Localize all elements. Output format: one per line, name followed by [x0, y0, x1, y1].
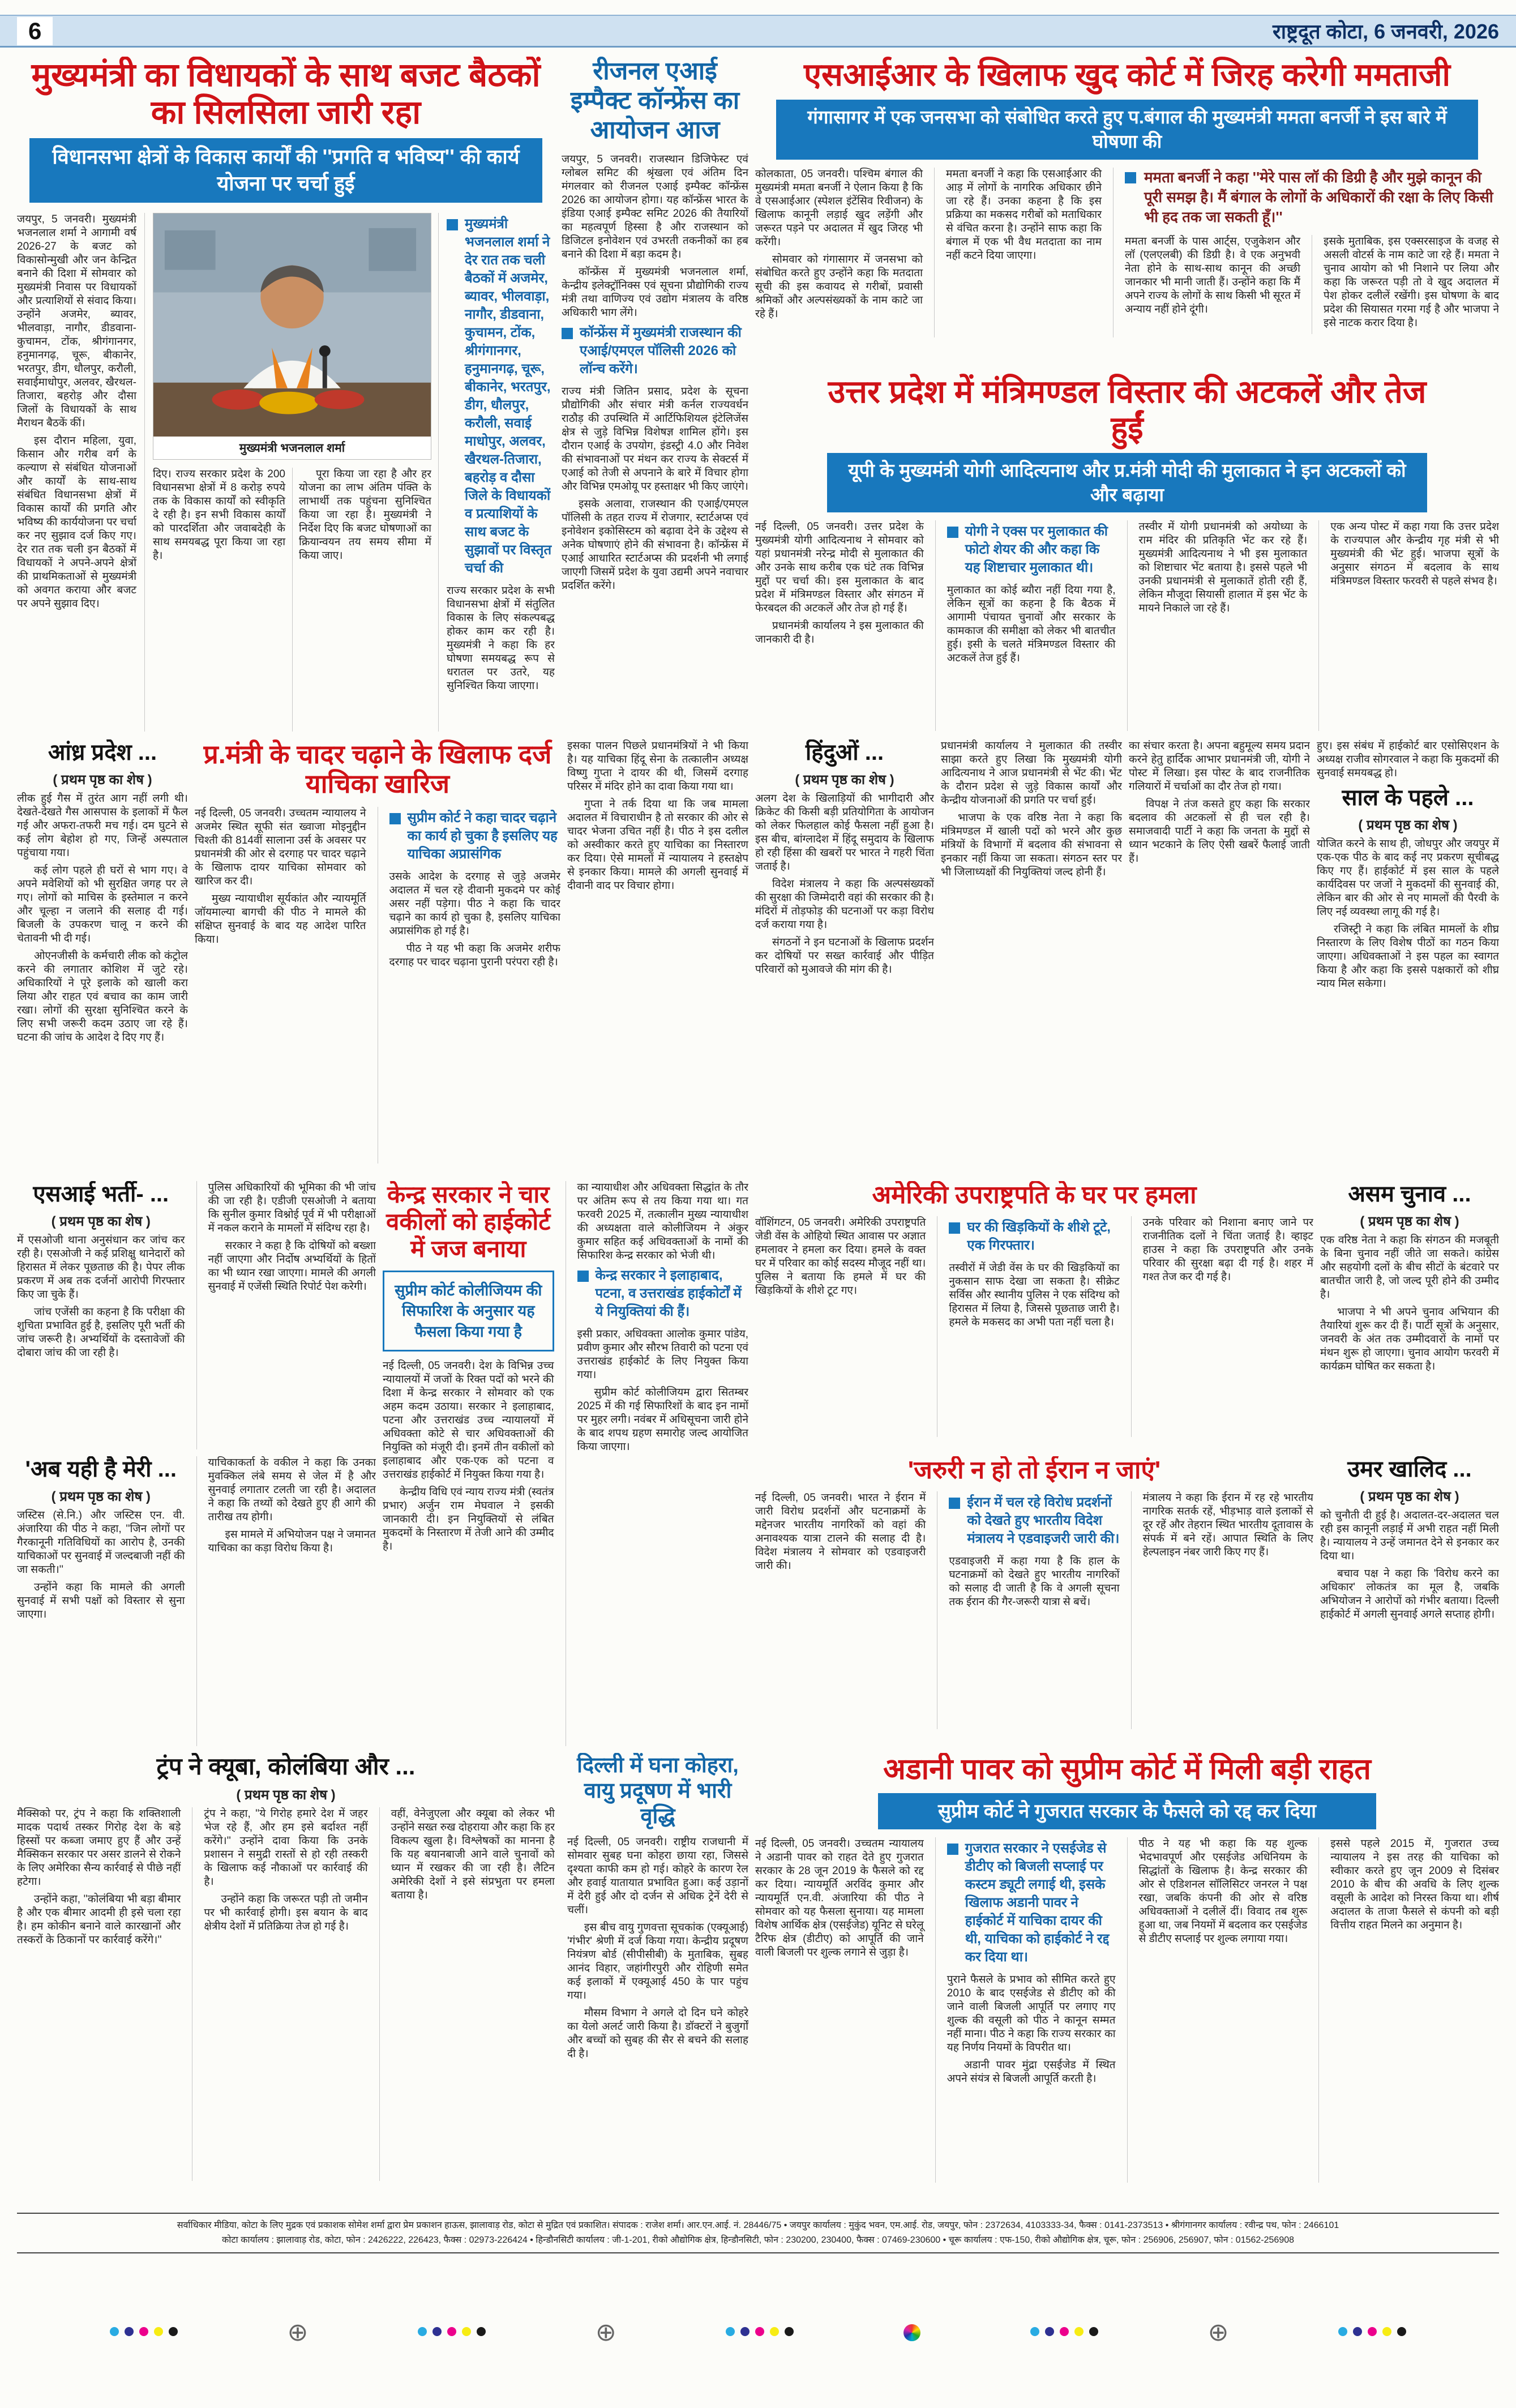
headline: दिल्ली में घना कोहरा, वायु प्रदूषण में भारी वृद्धि	[577, 1753, 739, 1828]
headline: उत्तर प्रदेश में मंत्रिमण्डल विस्तार की अटकलें और तेज हुईं	[828, 374, 1427, 446]
highlight-box	[947, 523, 1116, 577]
registration-dot	[1060, 2327, 1069, 2336]
trump-col1	[17, 1807, 181, 2181]
paragraph: राज्य सरकार प्रदेश के सभी विधानसभा क्षेत्रों में संतुलित विकास के लिए संकल्पबद्ध होकर काम कर रही है। मुख्यमंत्री ने कहा कि हर घोषणा समयबद्ध रूप से धरातल पर उतरे, यह सुनिश्चित किया जाएगा।	[447, 585, 555, 692]
paragraph: याचिकाकर्ता के वकील ने कहा कि उनका मुवक्किल लंबे समय से जेल में है और सुनवाई लगातार टलती जा रही है। अदालत ने कहा कि तथ्यों को देखते हुए ही आगे की तारीख तय होगी।	[208, 1457, 376, 1523]
paragraph: जस्टिस (से.नि.) और जस्टिस एन. वी. अंजारिया की पीठ ने कहा, ''जिन लोगों पर गैरकानूनी गतिविधियों का आरोप है, उनकी याचिकाओं पर सुनवाई में जल्दबाजी नहीं की जा सकती।''	[17, 1509, 185, 1576]
bullet-square-icon	[947, 1844, 958, 1855]
registration-dot	[169, 2327, 178, 2336]
article-andhra-continued	[17, 739, 188, 1177]
ai-intro	[562, 153, 748, 320]
headline: केन्द्र सरकार ने चार वकीलों को हाईकोर्ट में जज बनाया	[386, 1181, 551, 1262]
si-col1	[17, 1181, 185, 1449]
si-col2	[196, 1181, 376, 1449]
highlight-text: केन्द्र सरकार ने इलाहाबाद, पटना, व उत्तराखंड हाईकोर्टों में ये नियुक्तियां की हैं।	[595, 1268, 742, 1319]
registration-cross-icon: ⊕	[595, 2319, 616, 2346]
adani-col4	[1318, 1837, 1499, 2183]
paragraph: नई दिल्ली, 05 जनवरी। देश के विभिन्न उच्च न्यायालयों में जजों के रिक्त पदों को भरने की दिशा में केन्द्र सरकार ने सोमवार को एक अहम कदम उठाया। सरकार ने इलाहाबाद, पटना और उत्तराखंड उच्च न्यायालयों में अधिवक्ता कोटे से चार अधिवक्ताओं की नियुक्ति को मंजूरी दी। इनमें तीन वकीलों को इलाहाबाद और एक-एक को पटना व उत्तराखंड हाईकोर्ट में नियुक्त किया गया है।	[383, 1359, 554, 1481]
chadar-col2	[378, 807, 561, 1164]
paragraph: वहीं, वेनेजुएला और क्यूबा को लेकर भी उन्होंने सख्त रुख दोहराया और कहा कि हर विकल्प खुला है। विश्लेषकों का मानना है कि यह बयानबाजी आने वाले चुनावों को ध्यान में रखकर की जा रही है। लैटिन अमेरिकी देशों ने इसे संप्रभुता पर हमला बताया है।	[391, 1807, 555, 1901]
paragraph: का न्यायाधीश और अधिवक्ता सिद्धांत के तौर पर अंतिम रूप से तय किया गया था। गत फरवरी 2025 में, तत्कालीन मुख्य न्यायाधीश की अध्यक्षता वाले कोलीजियम ने अंकुर कुमार सहित कई अधिवक्ताओं के नामों की सिफारिश केन्द्र सरकार को भेजी थी।	[577, 1182, 748, 1261]
paragraph: इससे पहले 2015 में, गुजरात उच्च न्यायालय ने इस तरह की याचिका को स्वीकार करते हुए जून 2009 से दिसंबर 2010 के बीच की अवधि के लिए शुल्क वसूली के आदेश को निरस्त किया था। शीर्ष अदालत के ताजा फैसले से कंपनी को बड़ी वित्तीय राहत मिलने का अनुमान है।	[1330, 1838, 1499, 1932]
iran-col2	[937, 1491, 1119, 1729]
article-up-cabinet	[755, 374, 1499, 736]
paragraph: जयपुर, 5 जनवरी। मुख्यमंत्री भजनलाल शर्मा ने आगामी वर्ष 2026-27 के बजट को विकासोन्मुखी और जन केन्द्रित बनाने की दिशा में सोमवार को मुख्यमंत्री निवास पर विधायकों और प्रत्याशियों से संवाद किया। उन्होंने अजमेर, ब्यावर, भीलवाड़ा, नागौर, डीडवाना-कुचामन, टोंक, श्रीगंगानगर, हनुमानगढ़, चूरू, बीकानेर, भरतपुर, डीग, धौलपुर, करौली, सवाईमाधोपुर, अलवर, खैरथल-तिजारा, बहरोड़ और दौसा जिलों के विधायकों के साथ मैराथन बैठकें कीं।	[17, 213, 136, 429]
page-number: 6	[17, 17, 53, 45]
mamata-right-stack	[1113, 168, 1499, 337]
article-vance-house-attack	[755, 1181, 1313, 1449]
highlight-text: सुप्रीम कोर्ट ने कहा चादर चढ़ाने का कार्य हो चुका है इसलिए यह याचिका अप्रासंगिक	[407, 810, 558, 862]
paragraph: मौसम विभाग ने अगले दो दिन घने कोहरे का येलो अलर्ट जारी किया है। डॉक्टरों ने बुजुर्गों और बच्चों को सुबह की सैर से बचने की सलाह दी है।	[567, 2007, 748, 2060]
paragraph: पीठ ने यह भी कहा कि अजमेर शरीफ दरगाह पर चादर चढ़ाना पुरानी परंपरा रही है।	[389, 942, 560, 968]
subhead-banner: गंगासागर में एक जनसभा को संबोधित करते हुए प.बंगाल की मुख्यमंत्री ममता बनर्जी ने इस बारे में घोषणा की	[776, 100, 1478, 160]
up-col3	[1127, 520, 1308, 731]
highlight-box	[562, 324, 748, 378]
paragraph: सुप्रीम कोर्ट कोलीजियम द्वारा सितम्बर 2025 में की गई सिफारिशों के बाद इन नामों पर मुहर लगी। नवंबर में अधिसूचना जारी होने के बाद शपथ ग्रहण समारोह जल्द आयोजित किया जाएगा।	[577, 1387, 748, 1453]
subhead-banner: विधानसभा क्षेत्रों के विकास कार्यों की ''प्रगति व भविष्य'' की कार्य योजना पर चर्चा हुई	[29, 138, 542, 203]
lead-right-text	[447, 584, 555, 693]
bullet-square-icon	[1125, 172, 1136, 183]
registration-dot	[1382, 2327, 1391, 2336]
continued-kicker: ( प्रथम पृष्ठ का शेष )	[1360, 1489, 1459, 1505]
vance-col3	[1131, 1216, 1313, 1437]
paragraph: भाजपा ने भी अपने चुनाव अभियान की तैयारियां शुरू कर दी हैं। पार्टी सूत्रों के अनुसार, जनवरी के अंत तक उम्मीदवारों के नामों पर मंथन शुरू हो जाएगा। चुनाव आयोग फरवरी में कार्यक्रम घोषित कर सकता है।	[1320, 1306, 1499, 1373]
headline: मुख्यमंत्री का विधायकों के साथ बजट बैठकों का सिलसिला जारी रहा	[31, 57, 541, 131]
paragraph: ममता बनर्जी ने कहा कि एसआईआर की आड़ में लोगों के नागरिक अधिकार छीने जा रहे हैं। उनका कहना है कि इस प्रक्रिया का मकसद गरीबों को मताधिकार से वंचित करना है। उन्होंने साफ कहा कि बंगाल में एक भी वैध मतदाता का नाम नहीं कटने दिया जाएगा।	[946, 168, 1102, 262]
registration-dot	[1074, 2327, 1084, 2336]
bullet-square-icon	[949, 1498, 960, 1509]
paragraph: विदेश मंत्रालय ने कहा कि अल्पसंख्यकों की सुरक्षा की जिम्मेदारी वहां की सरकार की है। मंदिरों में तोड़फोड़ की घटनाओं पर कड़ा विरोध दर्ज कराया गया है।	[755, 878, 934, 931]
up-col4	[1318, 520, 1499, 731]
judges-col1-text	[383, 1359, 554, 1554]
paragraph: प्रधानमंत्री कार्यालय ने मुलाकात की तस्वीर साझा करते हुए लिखा कि मुख्यमंत्री योगी आदित्यनाथ ने आज प्रधानमंत्री से भेंट की। भेंट के दौरान प्रदेश से जुड़े विकास कार्यों और केन्द्रीय योजनाओं की प्रगति पर चर्चा हुई।	[941, 740, 1122, 806]
paragraph: इसी प्रकार, अधिवक्ता आलोक कुमार पांडेय, प्रवीण कुमार और सौरभ तिवारी को पटना एवं उत्तराखंड हाईकोर्ट के लिए नियुक्त किया गया।	[577, 1328, 748, 1381]
registration-dot	[154, 2327, 163, 2336]
trump-col2	[192, 1807, 367, 2181]
umar-text	[1320, 1509, 1499, 1622]
continued-kicker: ( प्रथम पृष्ठ का शेष )	[53, 772, 152, 788]
vance-col2-text	[949, 1261, 1119, 1329]
registration-dot	[125, 2327, 134, 2336]
highlight-text: ईरान में चल रहे विरोध प्रदर्शनों को देखते हुए भारतीय विदेश मंत्रालय ने एडवाइजरी जारी की।	[967, 1495, 1120, 1547]
judges-col2-rest	[577, 1328, 749, 1454]
vance-col2	[937, 1216, 1119, 1437]
iran-col2-text	[949, 1555, 1119, 1609]
subhead-box: सुप्रीम कोर्ट कोलीजियम की सिफारिश के अनुसार यह फैसला किया गया है	[383, 1271, 554, 1351]
headline: आंध्र प्रदेश ...	[48, 740, 157, 765]
saal-text	[1317, 837, 1499, 991]
paragraph: ममता बनर्जी के पास आर्ट्स, एजुकेशन और लॉ (एलएलबी) की डिग्री है। वे एक अनुभवी नेता होने के साथ-साथ कानून की अच्छी जानकार भी मानी जाती हैं। उन्होंने कहा कि मैं अपने राज्य के लोगों के साथ किसी भी सूरत में अन्याय नहीं होने दूंगी।	[1125, 235, 1300, 315]
registration-cross-icon: ⊕	[1207, 2319, 1229, 2346]
mamata-quote-box	[1125, 168, 1499, 227]
bullet-square-icon	[947, 527, 958, 538]
paragraph: संगठनों ने इन घटनाओं के खिलाफ प्रदर्शन कर दोषियों पर सख्त कार्रवाई और पीड़ित परिवारों को मुआवजे की मांग की है।	[755, 936, 934, 976]
paragraph: इसके मुताबिक, इस एक्सरसाइज के वजह से असली वोटर्स के नाम काटे जा रहे हैं। ममता ने चुनाव आयोग को भी निशाने पर लिया और कहा कि जरूरत पड़ी तो वे खुद अदालत में पेश होकर दलीलें रखेंगी। इस घोषणा के बाद प्रदेश की सियासत गरमा गई है और भाजपा ने इसे नाटक करार दिया है।	[1324, 235, 1499, 329]
mamata-col3	[1125, 235, 1300, 334]
imprint-line-2: कोटा कार्यालय : झालावाड़ रोड, कोटा, फोन : 2426222, 226423, फैक्स : 02973-226424 • हिन्डौनसिटी कार्यालय : जी-1-201, रीको औद्योगिक क्षेत्र, हिन्डौनसिटी, फोन : 230200, 230400, फैक्स : 07469-230600 • चूरू कार्यालय : एफ-150, रीको औद्योगिक क्षेत्र, चूरू, फोन : 256906, 256907, फोन : 01562-256908	[221, 2235, 1295, 2245]
headline: एसआई भर्ती- ...	[33, 1182, 169, 1207]
continued-kicker: ( प्रथम पृष्ठ का शेष )	[51, 1489, 151, 1505]
article-umar-khalid-continued	[1320, 1456, 1499, 1746]
fog-text	[567, 1836, 748, 2061]
bullet-square-icon	[949, 1222, 960, 1234]
color-wheel-icon	[903, 2324, 920, 2341]
judges-col2-top	[577, 1181, 749, 1263]
headline: अडानी पावर को सुप्रीम कोर्ट में मिली बड़ी राहत	[883, 1753, 1371, 1786]
adani-col2-text	[947, 1973, 1116, 2086]
paragraph: उनके परिवार को निशाना बनाए जाने पर राजनीतिक दलों ने चिंता जताई है। व्हाइट हाउस ने कहा कि उपराष्ट्रपति और उनके परिवार की सुरक्षा बढ़ा दी गई है। शहर में गश्त तेज कर दी गई है।	[1142, 1217, 1313, 1284]
paragraph: विपक्ष ने तंज कसते हुए कहा कि सरकार बदलाव की अटकलों से ही चल रही है। समाजवादी पार्टी ने कहा कि जनता के मुद्दों से ध्यान भटकाने के लिए ऐसी खबरें फैलाई जाती हैं।	[1129, 798, 1310, 865]
paragraph: सोमवार को गंगासागर में जनसभा को संबोधित करते हुए उन्होंने कहा कि मतदाता सूची की इस कवायद से गरीबों, प्रवासी श्रमिकों और अल्पसंख्यकों के नाम काटे जा रहे हैं।	[755, 253, 923, 320]
article-saal-ke-pehle	[1317, 739, 1499, 1177]
chadar-col2-text	[389, 870, 561, 969]
registration-dot	[1089, 2327, 1098, 2336]
registration-dot	[755, 2327, 764, 2336]
registration-dot	[740, 2327, 750, 2336]
article-ab-yahi-continued	[17, 1456, 376, 1746]
paragraph: नई दिल्ली, 05 जनवरी। भारत ने ईरान में जारी विरोध प्रदर्शनों और घटनाक्रमों के मद्देनजर भारतीय नागरिकों को वहां की अनावश्यक यात्रा टालने की सलाह दी है। विदेश मंत्रालय ने सोमवार को एडवाइजरी जारी की।	[755, 1492, 926, 1572]
lead-left-column	[17, 213, 145, 732]
lead-below-photo-columns	[153, 468, 431, 732]
judges-col2	[566, 1181, 749, 1746]
paragraph: पूरा किया जा रहा है और हर योजना का लाभ अंतिम पंक्ति के लाभार्थी तक पहुंचना सुनिश्चित किया जा रहा है। मुख्यमंत्री ने निर्देश दिए कि बजट घोषणाओं का क्रियान्वयन तय समय सीमा में किया जाए।	[299, 468, 431, 562]
paragraph: नई दिल्ली, 05 जनवरी। उत्तर प्रदेश के मुख्यमंत्री योगी आदित्यनाथ ने सोमवार को यहां प्रधानमंत्री नरेन्द्र मोदी से मुलाकात की और उनके साथ करीब एक घंटे तक विभिन्न मुद्दों पर चर्चा की। इस मुलाकात के बाद प्रदेश में मंत्रिमण्डल विस्तार और संगठन में फेरबदल की अटकलें और तेज हो गई हैं।	[755, 521, 924, 615]
registration-dot	[139, 2327, 148, 2336]
registration-dot	[1030, 2327, 1039, 2336]
judges-col1	[383, 1181, 554, 1746]
abyahi-col1-text	[17, 1509, 185, 1622]
registration-dot	[418, 2327, 427, 2336]
article-lead-budget-meetings	[17, 57, 555, 732]
paragraph: ट्रंप ने कहा, ''ये गिरोह हमारे देश में जहर भेज रहे हैं, और हम इसे बर्दाश्त नहीं करेंगे।'' उन्होंने दावा किया कि उनके प्रशासन ने समुद्री रास्तों से हो रही तस्करी के खिलाफ कई नौकाओं पर कार्रवाई की है।	[204, 1807, 368, 1888]
paragraph: राज्य मंत्री जितिन प्रसाद, प्रदेश के सूचना प्रौद्योगिकी और संचार मंत्री कर्नल राज्यवर्धन राठौड़ की उपस्थिति में आर्टिफिशियल इंटेलिजेंस क्षेत्र से जुड़े विभिन्न विशेषज्ञ शामिल होंगे। इस दौरान एआई के उपयोग, इंडस्ट्री 4.0 और निवेश की संभावनाओं पर मंथन कर राज्य के सेक्टर्स में एआई को तेजी से अपनाने के बारे में विचार होगा और विभिन्न एमओयू पर हस्ताक्षर भी किए जाएंगे।	[562, 385, 748, 493]
saal-pre-text	[1317, 739, 1499, 780]
article-hc-judges	[383, 1181, 748, 1746]
registration-dot-group	[107, 2327, 181, 2339]
paragraph: तस्वीरों में जेडी वेंस के घर की खिड़कियों का नुकसान साफ देखा जा सकता है। सीक्रेट सर्विस और स्थानीय पुलिस ने एक संदिग्ध को हिरासत में लिया है, जिससे पूछताछ जारी है। हमले के मकसद का अभी पता नहीं चला है।	[949, 1262, 1120, 1329]
paragraph: इसके अलावा, राजस्थान की एआई/एमएल पॉलिसी के तहत राज्य में रोजगार, स्टार्टअप्स एवं इनोवेशन इकोसिस्टम को बढ़ावा देने के उद्देश्य से अनेक घोषणाएं होने की संभावना है। कॉन्फ्रेंस में एआई आधारित स्टार्टअप्स की प्रदर्शनी भी लगाई जाएगी जिसमें प्रदेश के युवा उद्यमी अपने नवाचार प्रदर्शित करेंगे।	[562, 498, 748, 592]
paragraph: अलग देश के खिलाड़ियों की भागीदारी और क्रिकेट की किसी बड़ी प्रतियोगिता के आयोजन को लेकर फिलहाल कोई फैसला नहीं हुआ है। इस बीच, बांग्लादेश में हिंदू समुदाय के खिलाफ हो रही हिंसा की खबरों पर भारत ने गहरी चिंता जताई है।	[755, 793, 934, 873]
andhra-text	[17, 792, 188, 1045]
cm-photo-image	[153, 213, 431, 437]
paragraph: पीठ ने यह भी कहा कि यह शुल्क भेदभावपूर्ण और एसईजेड अधिनियम के सिद्धांतों के खिलाफ है। केन्द्र सरकार की ओर से एडिशनल सॉलिसिटर जनरल ने पक्ष रखा, जबकि कंपनी की ओर से वरिष्ठ अधिवक्ताओं ने दलीलें दीं। विवाद तब शुरू हुआ था, जब नियमों में बदलाव कर एसईजेड से डीटीए सप्लाई पर शुल्क लगाया गया।	[1138, 1838, 1308, 1945]
article-si-recruitment-continued	[17, 1181, 376, 1449]
highlight-box	[949, 1218, 1119, 1255]
registration-dot	[726, 2327, 735, 2336]
iran-col3	[1131, 1491, 1313, 1729]
continued-kicker: ( प्रथम पृष्ठ का शेष )	[51, 1214, 151, 1230]
registration-dot	[432, 2327, 442, 2336]
article-iran-advisory	[755, 1456, 1313, 1746]
adani-col2	[935, 1837, 1116, 2183]
paragraph: उन्होंने कहा कि मामले की अगली सुनवाई में सभी पक्षों को विस्तार से सुना जाएगा।	[17, 1581, 185, 1621]
registration-dot	[1353, 2327, 1362, 2336]
registration-dot-group	[1335, 2327, 1409, 2339]
up-cabinet-continuation-1	[941, 739, 1122, 1177]
continued-kicker: ( प्रथम पृष्ठ का शेष )	[1358, 818, 1458, 833]
article-assam-elections-continued	[1320, 1181, 1499, 1449]
quote-text: ममता बनर्जी ने कहा ''मेरे पास लॉ की डिग्री है और मुझे कानून की पूरी समझ है। मैं बंगाल के लोगों के अधिकारों की रक्षा के लिए किसी भी हद तक जा सकती हूँ।''	[1144, 168, 1493, 225]
paragraph: नई दिल्ली, 05 जनवरी। उच्चतम न्यायालय ने अडानी पावर को राहत देते हुए गुजरात सरकार के 28 जून 2019 के फैसले को रद्द कर दिया। न्यायमूर्ति अरविंद कुमार और न्यायमूर्ति एन.वी. अंजारिया की पीठ ने सोमवार को यह फैसला सुनाया। यह मामला विशेष आर्थिक क्षेत्र (एसईजेड) यूनिट से घरेलू टैरिफ क्षेत्र (डीटीए) को आपूर्ति की जाने वाली बिजली पर शुल्क लगाने से जुड़ा है।	[755, 1838, 924, 1959]
paragraph: मंत्रालय ने कहा कि ईरान में रह रहे भारतीय नागरिक सतर्क रहें, भीड़भाड़ वाले इलाकों से दूर रहें और तेहरान स्थित भारतीय दूतावास के संपर्क में बने रहें। आपात स्थिति के लिए हेल्पलाइन नंबर जारी किए गए हैं।	[1142, 1492, 1313, 1559]
registration-dot	[770, 2327, 779, 2336]
continued-kicker: ( प्रथम पृष्ठ का शेष )	[1360, 1214, 1459, 1230]
paragraph: जांच एजेंसी का कहना है कि परीक्षा की शुचिता प्रभावित हुई है, इसलिए पूरी भर्ती की जांच जरूरी है। अभ्यर्थियों के दस्तावेजों की दोबारा जांच की जा रही है।	[17, 1306, 185, 1359]
paragraph: हुए। इस संबंध में हाईकोर्ट बार एसोसिएशन के अध्यक्ष राजीव सोगरवाल ने कहा कि मुकदमों की सुनवाई समयबद्ध हो।	[1317, 740, 1499, 779]
registration-dot	[1338, 2327, 1347, 2336]
headline: रीजनल एआई इम्पैक्ट कॉन्फ्रेंस का आयोजन आज	[570, 57, 740, 144]
mamata-col4	[1312, 235, 1499, 334]
continued-kicker: ( प्रथम पृष्ठ का शेष )	[795, 772, 894, 788]
bullet-square-icon	[562, 328, 573, 339]
registration-dot	[110, 2327, 119, 2336]
registration-dot	[1368, 2327, 1377, 2336]
paragraph: एक वरिष्ठ नेता ने कहा कि संगठन की मजबूती के बिना चुनाव नहीं जीते जा सकते। कांग्रेस और सहयोगी दलों के बीच सीटों के बंटवारे पर बातचीत जारी है, जो जल्द पूरी होने की उम्मीद है।	[1320, 1234, 1499, 1301]
highlight-box	[447, 215, 555, 578]
paragraph: मुलाकात का कोई ब्यौरा नहीं दिया गया है, लेकिन सूत्रों का कहना है कि बैठक में आगामी पंचायत चुनावों और सरकार के कामकाज की समीक्षा को लेकर भी बातचीत हुई। इसी के चलते मंत्रिमण्डल विस्तार की अटकलें तेज हुई हैं।	[947, 584, 1116, 665]
highlight-box	[389, 809, 561, 863]
headline: 'अब यही है मेरी ...	[25, 1457, 177, 1482]
paragraph: कोलकाता, 05 जनवरी। पश्चिम बंगाल की मुख्यमंत्री ममता बनर्जी ने ऐलान किया है कि वे एसआईआर (स्पेशल इंटेंसिव रिवीजन) के खिलाफ कानूनी लड़ाई खुद लड़ेंगी और जरूरत पड़ने पर अदालत में खुद जिरह भी करेंगी।	[755, 168, 923, 248]
chadar-col1	[195, 807, 366, 1164]
paragraph: अडानी पावर मुंद्रा एसईजेड में स्थित अपने संयंत्र से बिजली आपूर्ति करती है।	[947, 2059, 1116, 2085]
paragraph: पुलिस अधिकारियों की भूमिका की भी जांच की जा रही है। एडीजी एसओजी ने बताया कि सुनील कुमार विश्नोई पूर्व में भी परीक्षाओं में नकल कराने के मामलों में संदिग्ध रहा है।	[208, 1182, 376, 1234]
headline: उमर खालिद ...	[1347, 1457, 1472, 1482]
paragraph: एडवाइजरी में कहा गया है कि हाल के घटनाक्रमों को देखते हुए भारतीय नागरिकों को सलाह दी जाती है कि वे अगली सूचना तक ईरान की गैर-जरूरी यात्रा से बचें।	[949, 1555, 1120, 1609]
paragraph: सरकार ने कहा है कि दोषियों को बख्शा नहीं जाएगा और निर्दोष अभ्यर्थियों के हितों का भी ध्यान रखा जाएगा। मामले की अगली सुनवाई में एजेंसी स्थिति रिपोर्ट पेश करेगी।	[208, 1240, 376, 1293]
paragraph: रजिस्ट्री ने कहा कि लंबित मामलों के शीघ्र निस्तारण के लिए विशेष पीठों का गठन किया जाएगा। अधिवक्ताओं ने इस पहल का स्वागत किया है और कहा कि इससे पक्षकारों को शीघ्र न्याय मिल सकेगा।	[1317, 923, 1499, 990]
paragraph: में एसओजी थाना अनुसंधान कर जांच कर रही है। एसओजी ने कई प्रशिक्षु थानेदारों को हिरासत में लेकर पूछताछ की है। पेपर लीक प्रकरण में अब तक दर्जनों आरोपी गिरफ्तार किए जा चुके हैं।	[17, 1234, 185, 1301]
article-mamata-sir	[755, 57, 1499, 369]
paragraph: उसके आदेश के दरगाह से जुड़े अजमेर अदालत में चल रहे दीवानी मुकदमे पर कोई असर नहीं पड़ेगा। पीठ ने कहा कि चादर चढ़ाने का कार्य हो चुका है, इसलिए याचिका अप्रासंगिक हो गई है।	[389, 870, 560, 937]
paragraph: प्रधानमंत्री कार्यालय ने इस मुलाकात की जानकारी दी है।	[755, 620, 924, 646]
registration-dot	[1045, 2327, 1054, 2336]
paragraph: को चुनौती दी हुई है। अदालत-दर-अदालत चल रही इस कानूनी लड़ाई में अभी राहत नहीं मिली है। न्यायालय ने उन्हें जमानत देने से इनकार कर दिया था।	[1320, 1509, 1499, 1563]
article-trump-cuba-colombia	[17, 1753, 555, 2199]
highlight-box	[577, 1267, 749, 1321]
article-ai-conference	[562, 57, 748, 732]
article-delhi-fog	[567, 1753, 748, 2199]
up-col1	[755, 520, 924, 731]
paragraph: इसका पालन पिछले प्रधानमंत्रियों ने भी किया है। यह याचिका हिंदू सेना के तत्कालीन अध्यक्ष विष्णु गुप्ता ने दायर की थी, जिसमें दरगाह परिसर में मंदिर होने का दावा किया गया था।	[567, 740, 748, 793]
registration-dot	[462, 2327, 471, 2336]
paragraph: कई लोग पहले ही घरों से भाग गए। वे अपने मवेशियों को भी सुरक्षित जगह पर ले गए। लोगों को माचिस के इस्तेमाल न करने और चूल्हा न जलाने की सलाह दी गई। बिजली के उपकरण चालू न करने की चेतावनी भी दी गई।	[17, 865, 188, 945]
headline: प्र.मंत्री के चादर चढ़ाने के खिलाफ दर्ज याचिका खारिज	[203, 739, 552, 799]
article-adani-relief	[755, 1753, 1499, 2199]
adani-col3	[1127, 1837, 1308, 2183]
headline: साल के पहले ...	[1342, 785, 1474, 810]
paragraph: उन्होंने कहा, ''कोलंबिया भी बड़ा बीमार है और एक बीमार आदमी ही इसे चला रहा है। हम कोकीन बनाने वाले कारखानों और तस्करों के ठिकानों पर कार्रवाई करेंगे।''	[17, 1893, 181, 1946]
headline: 'जरुरी न हो तो ईरान न जाएं'	[907, 1456, 1161, 1484]
headline: हिंदुओं ...	[805, 740, 884, 765]
headline: ट्रंप ने क्यूबा, कोलंबिया और ...	[156, 1753, 416, 1780]
paragraph: भाजपा के एक वरिष्ठ नेता ने कहा कि मंत्रिमण्डल में खाली पदों को भरने और कुछ मंत्रियों के विभागों में बदलाव की संभावना से इनकार नहीं किया जा सकता। संगठन स्तर पर भी जिलाध्यक्षों की नियुक्तियां जल्द होनी हैं।	[941, 812, 1122, 878]
bullet-square-icon	[447, 219, 458, 230]
paragraph: इस मामले में अभियोजन पक्ष ने जमानत याचिका का कड़ा विरोध किया है।	[208, 1529, 376, 1554]
iran-col1	[755, 1491, 926, 1729]
paragraph: मुख्य न्यायाधीश सूर्यकांत और न्यायमूर्ति जॉयमाल्या बागची की पीठ ने मामले की संक्षिप्त सुनवाई के बाद यह आदेश पारित किया।	[195, 892, 366, 946]
headline: एसआईआर के खिलाफ खुद कोर्ट में जिरह करेगी ममताजी	[804, 57, 1450, 92]
photo-caption: मुख्यमंत्री भजनलाल शर्मा	[153, 437, 431, 459]
imprint-footer	[17, 2213, 1499, 2253]
registration-dot	[785, 2327, 794, 2336]
paragraph: दिए। राज्य सरकार प्रदेश के 200 विधानसभा क्षेत्रों में 8 करोड़ रुपये तक के विकास कार्यों को स्वीकृति दे रही है। इन सभी विकास कार्यों को पारदर्शिता और जवाबदेही के साथ समयबद्ध पूरा किया जा रहा है।	[153, 468, 285, 562]
registration-dot	[1397, 2327, 1406, 2336]
registration-dot-group	[1027, 2327, 1101, 2339]
bullet-square-icon	[577, 1271, 589, 1282]
paragraph: नई दिल्ली, 05 जनवरी। राष्ट्रीय राजधानी में सोमवार सुबह घना कोहरा छाया रहा, जिससे दृश्यता काफी कम हो गई। कोहरे के कारण रेल और हवाई यातायात प्रभावित हुआ। कई उड़ानों में देरी हुई और दो दर्जन से अधिक ट्रेनें देरी से चलीं।	[567, 1836, 748, 1917]
mamata-col1	[755, 168, 923, 337]
paragraph: ओएनजीसी के कर्मचारी लीक को कंट्रोल करने की लगातार कोशिश में जुटे रहे। अधिकारियों ने पूरे इलाके को खाली करा लिया और राहत एवं बचाव का काम जारी रखा। लोगों की सुरक्षा सुनिश्चित करने के लिए सभी जरूरी कदम उठाए जा रहे हैं। घटना की जांच के आदेश दे दिए गए हैं।	[17, 950, 188, 1044]
highlight-text: कॉन्फ्रेंस में मुख्यमंत्री राजस्थान की एआई/एमएल पॉलिसी 2026 को लॉन्च करेंगे।	[580, 324, 742, 377]
registration-dot-group	[723, 2327, 796, 2339]
paragraph: जयपुर, 5 जनवरी। राजस्थान डिजिफेस्ट एवं ग्लोबल समिट की श्रृंखला एवं अंतिम दिन मंगलवार को रीजनल एआई इम्पैक्ट कॉन्फ्रेंस 2026 का आयोजन होगा। यह कॉन्फ्रेंस भारत के इंडिया एआई इम्पैक्ट समिट 2026 की तैयारियों का महत्वपूर्ण हिस्सा है और राजस्थान को डिजिटल इनोवेशन एवं उभरती तकनीकों का हब बनाने की दिशा में बड़ा कदम है।	[562, 153, 748, 260]
subhead-banner: यूपी के मुख्यमंत्री योगी आदित्यनाथ और प्र.मंत्री मोदी की मुलाकात ने इन अटकलों को और बढ़ाया	[827, 453, 1427, 513]
paragraph: मैक्सिको पर, ट्रंप ने कहा कि शक्तिशाली मादक पदार्थ तस्कर गिरोह देश के बड़े हिस्सों पर कब्जा जमाए हुए हैं और उन्हें मैक्सिकन सरकार पर असर डालने से रोकने के लिए अमेरिका सैन्य कार्रवाई से पीछे नहीं हटेगा।	[17, 1807, 181, 1888]
up-cabinet-continuation-2	[1129, 739, 1310, 1177]
imprint-line-1: सर्वाधिकार मीडिया, कोटा के लिए मुद्रक एवं प्रकाशक सोमेश शर्मा द्वारा प्रेम प्रकाशन हाऊस, झालावाड़ रोड, कोटा से मुद्रित एवं प्रकाशित। संपादक : राजेश शर्मा। आर.एन.आई. नं. 28446/75 • जयपुर कार्यालय : मुकुंद भवन, एम.आई. रोड, जयपुर, फोन : 2372634, 4103333-34, फैक्स : 0141-2373513 • श्रीगंगानगर कार्यालय : रवीन्द्र पथ, फोन : 2466101	[177, 2221, 1339, 2230]
highlight-box	[947, 1840, 1116, 1966]
subhead-banner: सुप्रीम कोर्ट ने गुजरात सरकार के फैसले को रद्द कर दिया	[878, 1793, 1376, 1829]
highlight-text: योगी ने एक्स पर मुलाकात की फोटो शेयर की और कहा कि यह शिष्टाचार मुलाकात थी।	[965, 524, 1108, 576]
paragraph: पुराने फैसले के प्रभाव को सीमित करते हुए 2010 के बाद एसईजेड से डीटीए को की जाने वाली बिजली आपूर्ति पर लगाए गए शुल्क की वसूली को पीठ ने कानून सम्मत नहीं माना। पीठ ने कहा कि राज्य सरकार का यह निर्णय नियमों के विपरीत था।	[947, 1974, 1116, 2054]
paragraph: इस दौरान महिला, युवा, किसान और गरीब वर्ग के कल्याण से संबंधित योजनाओं और कार्यों के साथ-साथ संबंधित विधानसभा क्षेत्रों में विकास कार्यों की प्रगति और भविष्य की कार्ययोजना पर चर्चा कर नए सुझाव दर्ज किए गए। देर रात तक चली इन बैठकों में विधायकों ने अपने-अपने क्षेत्रों की प्राथमिकताओं से मुख्यमंत्री को अवगत कराया और बजट पर अपने सुझाव दिए।	[17, 435, 136, 610]
paragraph: नई दिल्ली, 05 जनवरी। उच्चतम न्यायालय ने अजमेर स्थित सूफी संत ख्वाजा मोइनुद्दीन चिश्ती की 814वीं सालाना उर्स के अवसर पर प्रधानमंत्री की ओर से दरगाह पर चादर चढ़ाने के खिलाफ दायर याचिका सोमवार को खारिज कर दी।	[195, 807, 366, 887]
highlight-text: मुख्यमंत्री भजनलाल शर्मा ने देर रात तक चली बैठकों में अजमेर, ब्यावर, भीलवाड़ा, नागौर, डीडवाना, कुचामन, टोंक, श्रीगंगानगर, हनुमानगढ़, चूरू, बीकानेर, भरतपुर, डीग, धौलपुर, करौली, सवाई माधोपुर, अलवर, खैरथल-तिजारा, बहरोड़ व दौसा जिले के विधायकों व प्रत्याशियों के साथ बजट के सुझावों पर विस्तृत चर्चा की	[465, 216, 552, 576]
registration-dot	[447, 2327, 456, 2336]
paragraph: इस बीच वायु गुणवत्ता सूचकांक (एक्यूआई) 'गंभीर' श्रेणी में दर्ज किया गया। केन्द्रीय प्रदूषण नियंत्रण बोर्ड (सीपीसीबी) के मुताबिक, सुबह आनंद विहार, जहांगीरपुरी और रोहिणी समेत कई इलाकों में एक्यूआई 450 के पार पहुंच गया।	[567, 1922, 748, 2002]
cm-photo	[153, 213, 431, 460]
masthead-bar	[0, 15, 1516, 48]
registration-cross-icon: ⊕	[287, 2319, 309, 2346]
article-chadar-petition	[195, 739, 560, 1177]
paragraph: तस्वीर में योगी प्रधानमंत्री को अयोध्या के राम मंदिर की प्रतिकृति भेंट कर रहे हैं। मुख्यमंत्री आदित्यनाथ ने भी इस मुलाकात को शिष्टाचार भेंट बताया है। इससे पहले भी उनकी प्रधानमंत्री से मुलाकातें होती रही हैं, लेकिन मौजूदा सियासी हालात में इस भेंट के मायने निकाले जा रहे हैं।	[1138, 521, 1308, 615]
vance-col1	[755, 1216, 926, 1437]
paragraph: लीक हुई गैस में तुरंत आग नहीं लगी थी। देखते-देखते गैस आसपास के इलाकों में फैल गई और अफरा-तफरी मच गई। दम घुटने से कई लोग बेहोश हो गए, जिन्हें अस्पताल पहुंचाया गया।	[17, 793, 188, 859]
assam-text	[1320, 1234, 1499, 1374]
headline: असम चुनाव ...	[1348, 1182, 1471, 1207]
paragraph: का संचार करता है। अपना बहुमूल्य समय प्रदान करने हेतु हार्दिक आभार प्रधानमंत्री जी, योगी ने पोस्ट में लिखा। इस पोस्ट के बाद राजनीतिक गलियारों में चर्चाओं का दौर तेज हो गया।	[1129, 740, 1310, 793]
paragraph: गुप्ता ने तर्क दिया था कि जब मामला अदालत में विचाराधीन है तो सरकार की ओर से चादर भेजना उचित नहीं है। पीठ ने इस दलील को अस्वीकार करते हुए याचिका का निस्तारण कर दिया। ऐसे मामलों में न्यायालय ने हस्तक्षेप से इनकार किया। मामले की अगली सुनवाई में दीवानी वाद पर विचार होगा।	[567, 798, 748, 892]
abyahi-col1	[17, 1456, 185, 1746]
trump-col3	[379, 1807, 555, 2181]
paragraph: योजित करने के साथ ही, जोधपुर और जयपुर में एक-एक पीठ के बाद कई नए प्रकरण सूचीबद्ध किए गए हैं। हाईकोर्ट में इस साल के पहले कार्यदिवस पर जजों ने मुकदमों की सुनवाई की, लेकिन बार की ओर से नए मामलों की पैरवी के लिए नई व्यवस्था लागू की गई है।	[1317, 838, 1499, 918]
registration-dot-group	[415, 2327, 489, 2339]
bullet-square-icon	[389, 813, 401, 824]
masthead-title-date: राष्ट्रदूत कोटा, 6 जनवरी, 2026	[1272, 20, 1499, 43]
continued-kicker: ( प्रथम पृष्ठ का शेष )	[236, 1787, 336, 1803]
adani-col1	[755, 1837, 924, 2183]
paragraph: उन्होंने कहा कि जरूरत पड़ी तो जमीन पर भी कार्रवाई होगी। इस बयान के बाद क्षेत्रीय देशों में प्रतिक्रिया तेज हो गई है।	[204, 1893, 368, 1932]
paragraph: वॉशिंगटन, 05 जनवरी। अमेरिकी उपराष्ट्रपति जेडी वेंस के ओहियो स्थित आवास पर अज्ञात हमलावर ने हमला कर दिया। हमले के वक्त घर में परिवार का कोई सदस्य मौजूद नहीं था। पुलिस ने बताया कि हमले में घर की खिड़कियों के शीशे टूट गए।	[755, 1217, 926, 1297]
up-col2	[935, 520, 1116, 731]
paragraph: बचाव पक्ष ने कहा कि 'विरोध करने का अधिकार' लोकतंत्र का मूल है, जबकि अभियोजन ने आरोपों को गंभीर बताया। दिल्ली हाईकोर्ट में अगली सुनवाई अगले सप्ताह होगी।	[1320, 1568, 1499, 1621]
highlight-text: गुजरात सरकार ने एसईजेड से डीटीए को बिजली सप्लाई पर कस्टम ड्यूटी लगाई थी, इसके खिलाफ अडानी पावर ने हाईकोर्ट में याचिका दायर की थी, याचिका को हाईकोर्ट ने रद्द कर दिया था।	[965, 1841, 1110, 1965]
highlight-box	[949, 1494, 1119, 1548]
headline: अमेरिकी उपराष्ट्रपति के घर पर हमला	[872, 1181, 1197, 1209]
lead-right-column	[438, 213, 555, 732]
registration-dot	[477, 2327, 486, 2336]
ai-rest	[562, 385, 748, 593]
article-hindus-continued	[755, 739, 934, 1177]
highlight-text: घर की खिड़कियों के शीशे टूटे, एक गिरफ्तार।	[967, 1220, 1111, 1254]
mamata-col2	[934, 168, 1102, 337]
paragraph: एक अन्य पोस्ट में कहा गया कि उत्तर प्रदेश के राज्यपाल और केन्द्रीय गृह मंत्री से भी मुख्यमंत्री की भेंट हुई। भाजपा सूत्रों के अनुसार संगठन में बदलाव के साथ मंत्रिमण्डल विस्तार फरवरी से पहले संभव है।	[1330, 521, 1499, 588]
hinduon-text	[755, 792, 934, 977]
abyahi-col2	[196, 1456, 376, 1746]
si-col1-text	[17, 1234, 185, 1360]
print-registration-strip	[0, 2299, 1516, 2367]
up-col2-text	[947, 584, 1116, 665]
article-chadar-continuation-column	[567, 739, 748, 1177]
paragraph: केन्द्रीय विधि एवं न्याय राज्य मंत्री (स्वतंत्र प्रभार) अर्जुन राम मेघवाल ने इसकी जानकारी दी। इन नियुक्तियों से लंबित मुकदमों के निस्तारण में तेजी आने की उम्मीद है।	[383, 1486, 554, 1552]
paragraph: कॉन्फ्रेंस में मुख्यमंत्री भजनलाल शर्मा, केन्द्रीय इलेक्ट्रॉनिक्स एवं सूचना प्रौद्योगिकी राज्य मंत्री तथा वाणिज्य एवं उद्योग मंत्रालय के वरिष्ठ अधिकारी भाग लेंगे।	[562, 266, 748, 319]
